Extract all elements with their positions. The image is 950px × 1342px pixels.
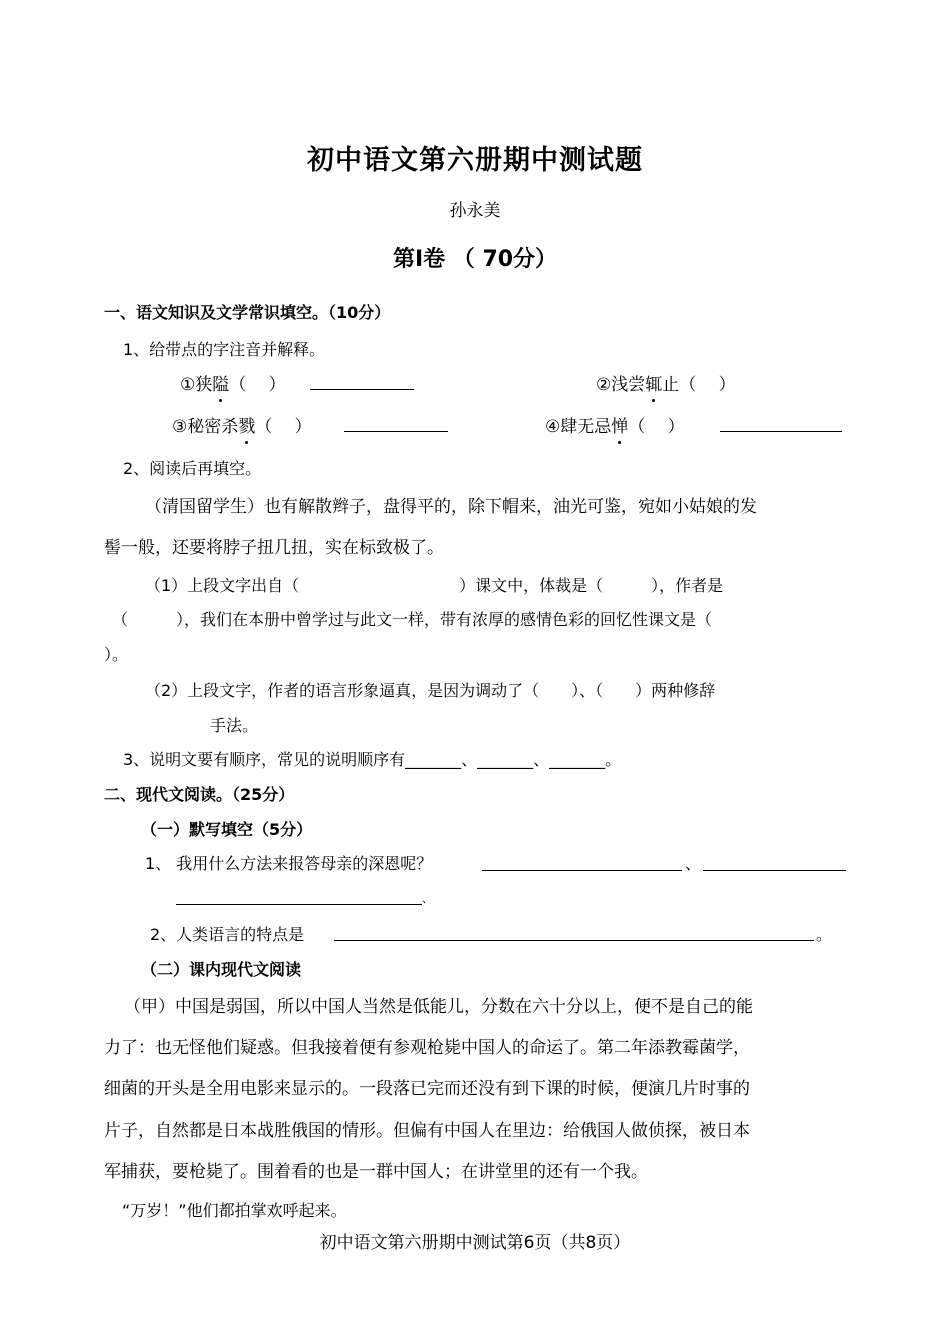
sub-question-1-line-3: ）。 bbox=[104, 645, 129, 664]
subsection-1-heading: （一）默写填空（5分） bbox=[141, 820, 313, 839]
item-4-pre: 肆无忌 bbox=[560, 417, 612, 437]
reading-line-2: 力了：也无怪他们疑惑。但我接着便有参观枪毙中国人的命运了。第二年添教霉菌学， bbox=[104, 1038, 750, 1058]
item-3 bbox=[172, 412, 312, 437]
item-4-answer-line[interactable] bbox=[720, 431, 842, 432]
subsection-2-heading: （二）课内现代文阅读 bbox=[141, 960, 302, 979]
item-4-num: ④ bbox=[545, 417, 561, 437]
section-2-heading: 二、现代文阅读。（25分） bbox=[104, 785, 295, 804]
question-1-prompt: 1、给带点的字注音并解释。 bbox=[123, 340, 326, 359]
item-2-pre: 浅尝 bbox=[611, 375, 646, 395]
item-1 bbox=[180, 370, 286, 395]
sub-question-1-line-2: （ ），我们在本册中曾学过与此文一样，带有浓厚的感情色彩的回忆性课文是（ bbox=[112, 610, 713, 629]
item-3-answer-line[interactable] bbox=[344, 431, 448, 432]
recite-1-answer-line-3[interactable] bbox=[176, 904, 422, 905]
recite-question-2: 2、人类语言的特点是 bbox=[150, 925, 305, 944]
volume-heading: 第Ⅰ卷 （ 70分） bbox=[392, 247, 558, 272]
item-1-answer-line[interactable] bbox=[310, 389, 414, 390]
recite-1-separator: 、 bbox=[685, 854, 702, 873]
reading-line-4: 片子，自然都是日本战胜俄国的情形。但偏有中国人在里边：给俄国人做侦探，被日本 bbox=[104, 1121, 750, 1141]
passage-line-1: （清国留学生）也有解散辫子，盘得平的，除下帽来，油光可鉴，宛如小姑娘的发 bbox=[145, 497, 757, 517]
sub-question-1-line-1: （1）上段文字出自（ ）课文中，体裁是（ ），作者是 bbox=[145, 576, 724, 595]
sub-question-2-line-2: 手法。 bbox=[210, 716, 259, 735]
item-1-post: （ ） bbox=[229, 375, 286, 395]
reading-line-5: 军捕获，要枪毙了。围着看的也是一群中国人；在讲堂里的还有一个我。 bbox=[104, 1162, 648, 1182]
item-2 bbox=[596, 370, 736, 395]
question-2-prompt: 2、阅读后再填空。 bbox=[123, 459, 262, 478]
item-4-dotted-char: 惮 bbox=[611, 412, 628, 437]
sub-question-2-line-1: （2）上段文字，作者的语言形象逼真，是因为调动了（ ）、（ ）两种修辞 bbox=[145, 681, 716, 700]
item-1-pre: 狭 bbox=[195, 375, 213, 395]
item-1-dotted-char: 隘 bbox=[212, 370, 229, 395]
recite-1-answer-line-1[interactable] bbox=[482, 870, 682, 871]
recite-1-end-mark: 、 bbox=[422, 892, 433, 905]
author-name: 孙永美 bbox=[449, 201, 501, 221]
reading-quote: “万岁！”他们都拍掌欢呼起来。 bbox=[122, 1201, 347, 1220]
recite-2-end-mark: 。 bbox=[816, 925, 833, 944]
passage-line-2: 髻一般，还要将脖子扭几扭，实在标致极了。 bbox=[104, 538, 444, 558]
reading-line-3: 细菌的开头是全用电影来显示的。一段落已完而还没有到下课的时候，便演几片时事的 bbox=[104, 1079, 750, 1099]
item-3-post: （ ） bbox=[255, 417, 312, 437]
recite-2-answer-line[interactable] bbox=[334, 940, 814, 941]
item-2-num: ② bbox=[596, 375, 612, 395]
item-1-num: ① bbox=[180, 375, 196, 395]
section-1-heading: 一、语文知识及文学常识填空。（10分） bbox=[104, 303, 391, 322]
page-title: 初中语文第六册期中测试题 bbox=[307, 145, 643, 176]
item-2-post: 止（ ） bbox=[662, 375, 736, 395]
item-4-post: （ ） bbox=[628, 417, 685, 437]
question-3: 3、说明文要有顺序，常见的说明顺序有_______、_______、_______。 bbox=[123, 750, 622, 769]
recite-question-1: 1、 我用什么方法来报答母亲的深恩呢？ bbox=[145, 854, 433, 873]
recite-1-answer-line-2[interactable] bbox=[703, 870, 846, 871]
page-footer: 初中语文第六册期中测试第6页（共8页） bbox=[319, 1233, 631, 1253]
item-3-num: ③ bbox=[172, 417, 188, 437]
item-2-dotted-char: 辄 bbox=[645, 370, 662, 395]
item-4 bbox=[545, 412, 685, 437]
item-3-pre: 秘密杀 bbox=[187, 417, 239, 437]
item-3-dotted-char: 戮 bbox=[238, 412, 255, 437]
reading-line-1: （甲）中国是弱国，所以中国人当然是低能儿，分数在六十分以上，便不是自己的能 bbox=[124, 997, 753, 1017]
